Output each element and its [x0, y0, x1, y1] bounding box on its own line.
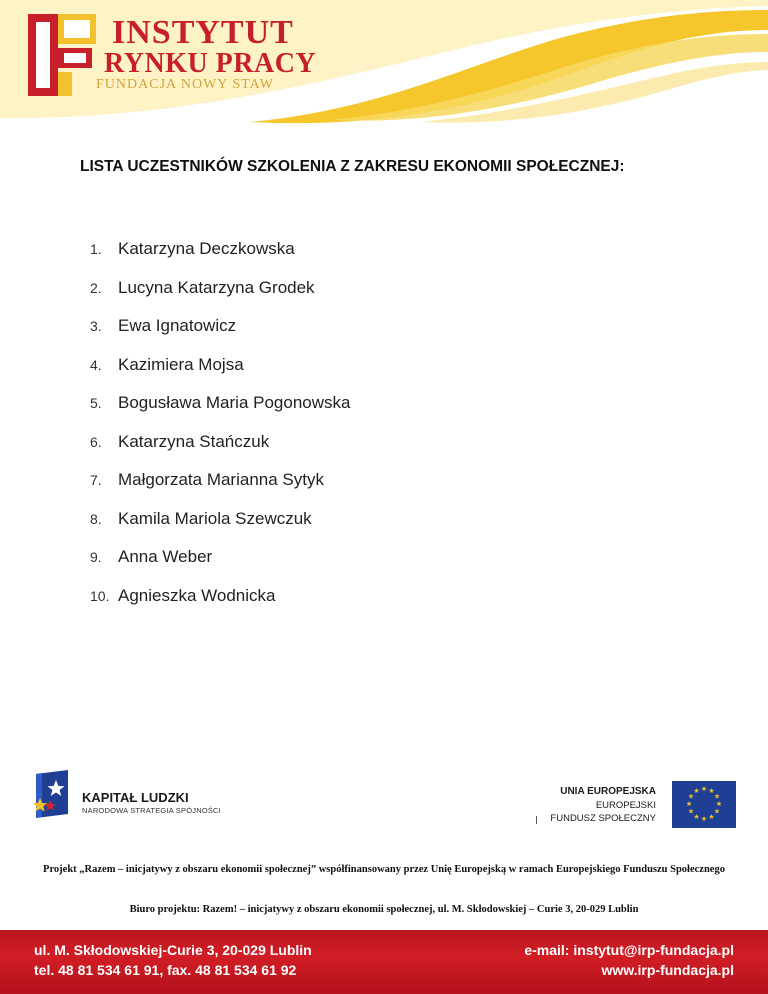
project-office-note: Biuro projektu: Razem! – inicjatywy z obszaru ekonomii społecznej, ul. M. Skłodowskiej – Curie 3, 20-029 Lublin — [129, 904, 639, 915]
logo-text-rynku-pracy: RYNKU PRACY — [104, 48, 317, 79]
list-number: 4. — [90, 356, 102, 373]
participant-name: Anna Weber — [118, 547, 213, 567]
document-title: LISTA UCZESTNIKÓW SZKOLENIA Z ZAKRESU EKONOMII SPOŁECZNEJ: — [80, 158, 625, 175]
eu-label-fund-2: FUNDUSZ SPOŁECZNY — [550, 813, 656, 824]
eu-label-fund-1: EUROPEJSKI — [595, 800, 656, 811]
list-item — [90, 423, 350, 462]
participant-list — [90, 230, 350, 615]
svg-text:★: ★ — [693, 813, 700, 821]
list-number: 9. — [90, 549, 102, 566]
participant-name: Ewa Ignatowicz — [118, 316, 237, 336]
participant-name: Bogusława Maria Pogonowska — [118, 393, 351, 413]
list-item — [90, 269, 350, 308]
participant-name: Agnieszka Wodnicka — [118, 585, 276, 605]
svg-text:★: ★ — [687, 792, 695, 801]
list-item — [90, 538, 350, 577]
list-item — [90, 346, 350, 385]
footer-address: ul. M. Skłodowskiej-Curie 3, 20-029 Lublin — [34, 942, 312, 958]
svg-text:★: ★ — [700, 815, 708, 823]
participant-name: Lucyna Katarzyna Grodek — [118, 277, 315, 297]
participant-name: Katarzyna Deczkowska — [118, 239, 295, 259]
svg-text:★: ★ — [708, 787, 715, 795]
svg-text:★: ★ — [685, 800, 693, 808]
list-number: 5. — [90, 395, 102, 412]
svg-text:★: ★ — [708, 813, 715, 821]
list-item — [90, 307, 350, 346]
participant-name: Katarzyna Stańczuk — [118, 431, 270, 451]
divider — [536, 816, 537, 824]
list-item — [90, 230, 350, 269]
list-item — [90, 461, 350, 500]
list-number: 1. — [90, 241, 102, 258]
list-item — [90, 384, 350, 423]
svg-text:★: ★ — [713, 807, 721, 816]
participant-name: Kamila Mariola Szewczuk — [118, 508, 312, 528]
svg-text:★: ★ — [713, 792, 721, 801]
footer-email[interactable]: e-mail: instytut@irp-fundacja.pl — [524, 942, 734, 958]
logo-text-instytut: INSTYTUT — [112, 14, 294, 51]
kapital-ludzki-title: KAPITAŁ LUDZKI — [82, 790, 189, 805]
list-item — [90, 577, 350, 616]
project-funding-note: Projekt „Razem – inicjatywy z obszaru ekonomii społecznej” współfinansowany przez Unię Europejską w ramach Europejskiego Funduszu Społecznego — [43, 864, 725, 875]
list-number: 3. — [90, 318, 102, 335]
institute-logo-icon — [28, 14, 98, 96]
list-number: 6. — [90, 433, 102, 450]
list-number: 10. — [90, 587, 110, 604]
list-number: 8. — [90, 510, 102, 527]
svg-text:★: ★ — [693, 787, 700, 795]
kapital-ludzki-subtitle: NARODOWA STRATEGIA SPÓJNOŚCI — [82, 806, 221, 815]
eu-flag-icon — [672, 781, 736, 828]
footer-phone: tel. 48 81 534 61 91, fax. 48 81 534 61 92 — [34, 962, 297, 978]
svg-text:★: ★ — [687, 807, 695, 816]
participant-name: Małgorzata Marianna Sytyk — [118, 470, 324, 490]
list-number: 7. — [90, 472, 102, 489]
list-number: 2. — [90, 279, 102, 296]
participant-name: Kazimiera Mojsa — [118, 354, 244, 374]
eu-label-union: UNIA EUROPEJSKA — [560, 786, 656, 797]
svg-text:★: ★ — [700, 785, 708, 793]
logo-text-fundacja: FUNDACJA NOWY STAW — [96, 77, 274, 92]
svg-text:★: ★ — [715, 800, 723, 808]
kapital-ludzki-logo-icon — [30, 770, 70, 822]
list-item — [90, 500, 350, 539]
footer-website[interactable]: www.irp-fundacja.pl — [601, 962, 734, 978]
